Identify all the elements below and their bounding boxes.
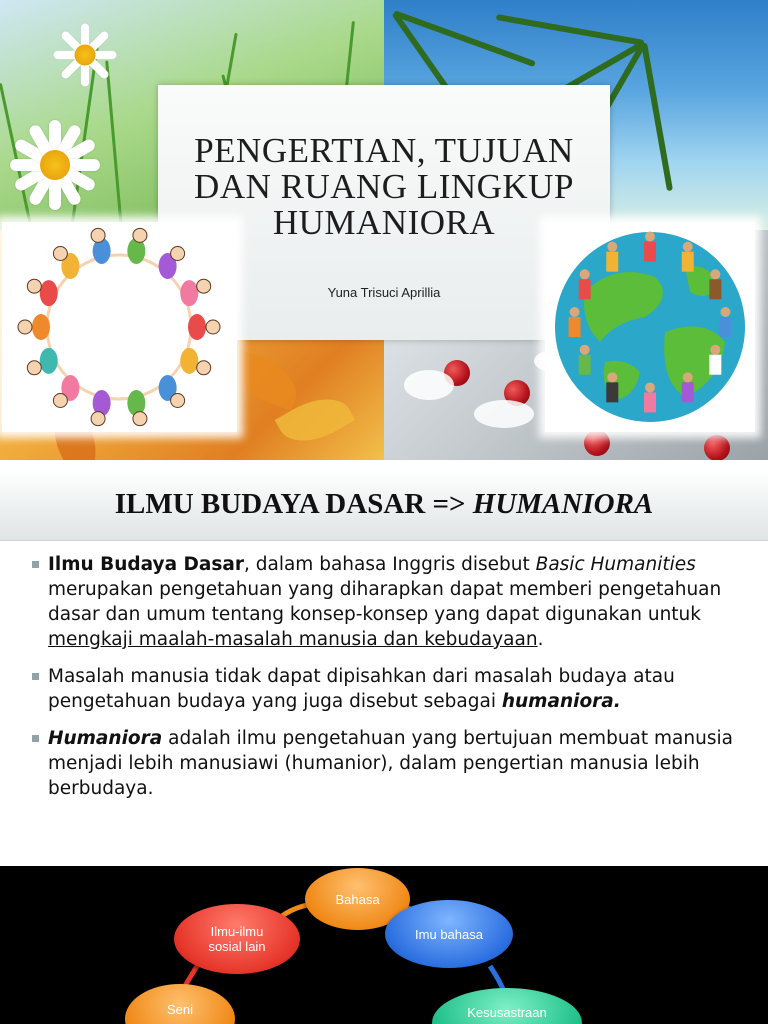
globe-people-illustration — [545, 222, 755, 432]
daisy-flower — [10, 120, 100, 210]
person-head — [607, 242, 617, 252]
cycle-diagram-slide — [0, 866, 768, 1024]
person-head — [580, 345, 590, 355]
person-head — [645, 232, 655, 242]
child-head — [91, 412, 105, 426]
bullet-square-icon — [32, 735, 39, 742]
person-head — [683, 242, 693, 252]
person-figure — [719, 317, 731, 337]
slide-heading-bar — [0, 470, 768, 541]
child-head — [53, 393, 67, 407]
child-head — [91, 228, 105, 242]
person-head — [710, 345, 720, 355]
node-ilmu-sosial-lain: Ilmu-ilmu sosial lain — [174, 904, 300, 974]
term-humaniora: humaniora. — [501, 691, 621, 712]
child-head — [133, 228, 147, 242]
heading-emphasis: HUMANIORA — [472, 488, 654, 520]
bullet-text: , dalam bahasa Inggris disebut — [243, 554, 536, 575]
child-figure — [180, 280, 198, 306]
bullet-item — [30, 726, 750, 801]
person-head — [720, 307, 730, 317]
child-head — [27, 279, 41, 293]
heading-prefix: ILMU BUDAYA DASAR => — [114, 488, 473, 520]
term-ilmu-budaya-dasar: Ilmu Budaya Dasar — [48, 554, 244, 575]
person-figure — [644, 242, 656, 262]
presentation-title: PENGERTIAN, TUJUAN DAN RUANG LINGKUP HUMANIORA — [194, 131, 574, 242]
child-head — [53, 247, 67, 261]
title-slide — [0, 0, 768, 460]
child-head — [27, 361, 41, 375]
bullet-text: . — [537, 629, 544, 650]
person-figure — [709, 279, 721, 299]
person-head — [580, 269, 590, 279]
person-head — [683, 372, 693, 382]
person-figure — [709, 355, 721, 375]
person-figure — [579, 355, 591, 375]
person-figure — [682, 382, 694, 402]
bullet-text: Masalah manusia tidak dapat dipisahkan dari masalah budaya atau pengetahuan budaya yang juga disebut sebagai — [48, 666, 675, 712]
child-head — [197, 361, 211, 375]
author-name: Yuna Trisuci Aprillia — [327, 285, 441, 300]
child-figure — [188, 314, 206, 340]
child-head — [18, 320, 32, 334]
bullet-text: merupakan pengetahuan yang diharapkan dapat memberi pengetahuan dasar dan umum tentang konsep-konsep yang dapat digunakan untuk — [48, 579, 722, 625]
person-figure — [569, 317, 581, 337]
node-kesusastraan: Kesusastraan — [432, 988, 582, 1024]
child-head — [197, 279, 211, 293]
child-figure — [32, 314, 50, 340]
bullet-square-icon — [32, 673, 39, 680]
child-head — [171, 393, 185, 407]
node-bahasa: Bahasa — [305, 868, 410, 930]
child-head — [133, 412, 147, 426]
children-circle-illustration — [2, 222, 237, 432]
person-figure — [579, 279, 591, 299]
person-head — [570, 307, 580, 317]
person-head — [710, 269, 720, 279]
slide-heading — [0, 488, 768, 521]
person-figure — [682, 252, 694, 272]
bullet-list — [30, 552, 750, 813]
daisy-flower — [54, 24, 117, 87]
child-figure — [40, 280, 58, 306]
person-head — [607, 372, 617, 382]
person-figure — [606, 382, 618, 402]
underlined-phrase: mengkaji maalah-masalah manusia dan kebudayaan — [48, 629, 538, 650]
bullet-item — [30, 664, 750, 714]
bullet-text: adalah ilmu pengetahuan yang bertujuan membuat manusia menjadi lebih manusiawi (humanior), dalam pengertian manusia lebih berbudaya. — [48, 728, 733, 799]
person-head — [645, 382, 655, 392]
term-basic-humanities: Basic Humanities — [535, 554, 696, 575]
bullet-item — [30, 552, 750, 652]
node-imu-bahasa: Imu bahasa — [385, 900, 513, 968]
child-figure — [40, 348, 58, 374]
child-figure — [180, 348, 198, 374]
bullet-square-icon — [32, 561, 39, 568]
term-humaniora: Humaniora — [48, 728, 163, 749]
child-head — [206, 320, 220, 334]
person-figure — [644, 392, 656, 412]
person-figure — [606, 252, 618, 272]
child-head — [171, 247, 185, 261]
node-seni: Seni — [125, 984, 235, 1024]
